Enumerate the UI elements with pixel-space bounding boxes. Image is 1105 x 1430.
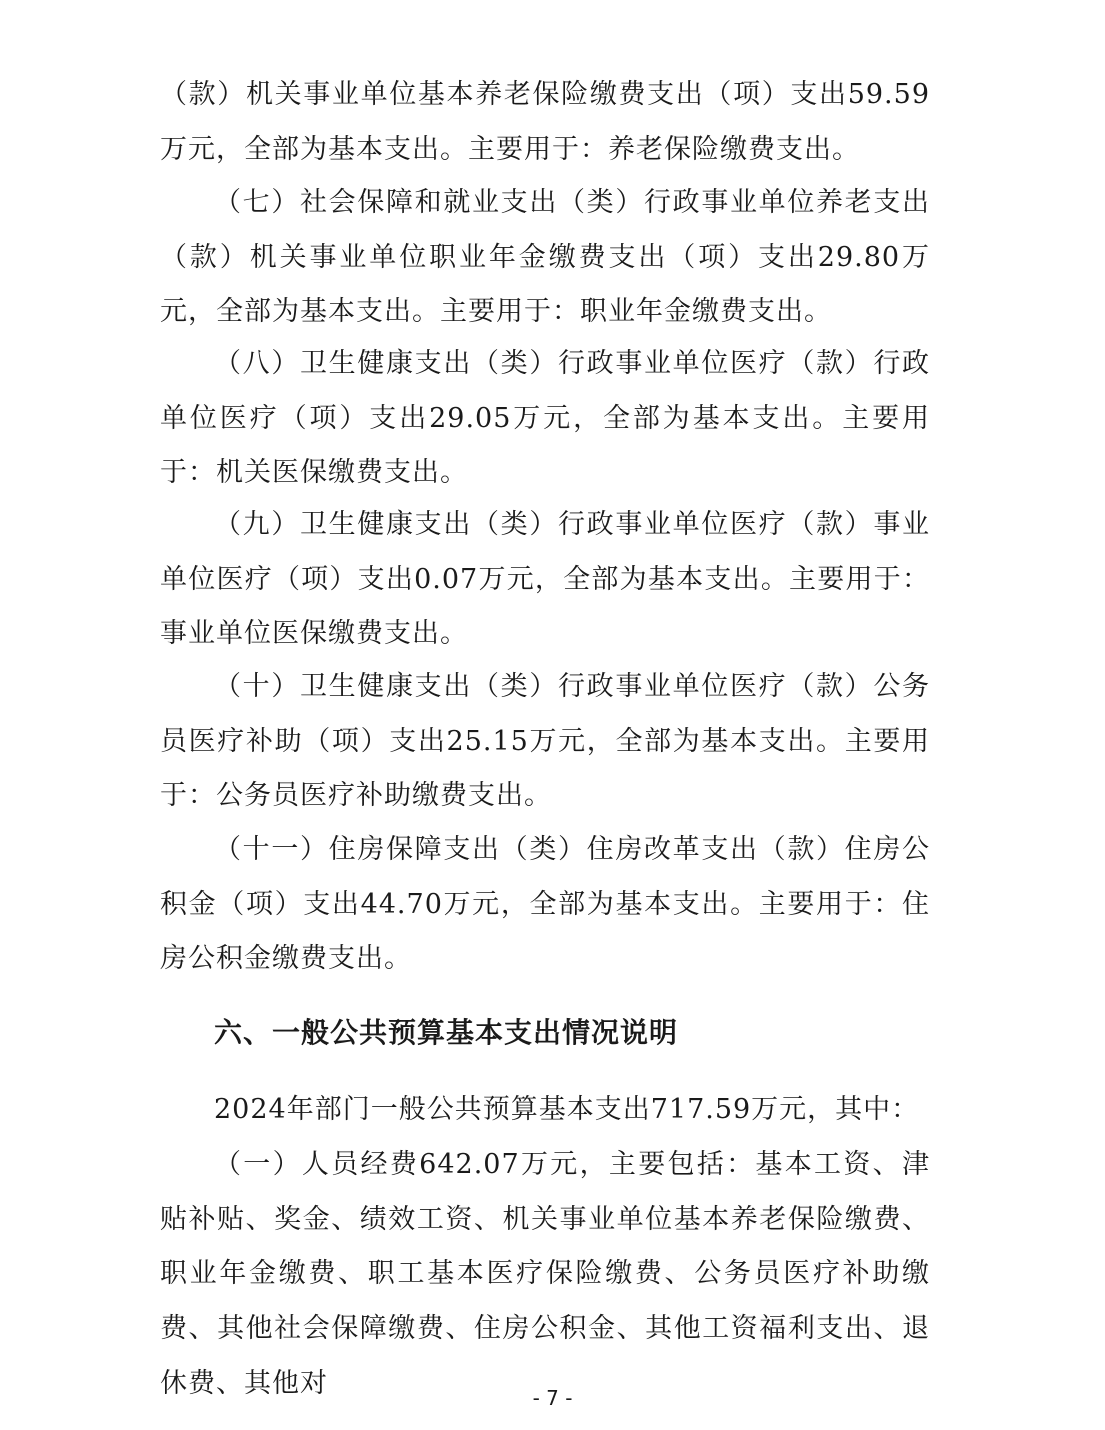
paragraph-administrative-medical: （八）卫生健康支出（类）行政事业单位医疗（款）行政单位医疗（项）支出29.05万元，全部为基本支出。主要用于：机关医保缴费支出。: [160, 348, 930, 489]
paragraph-housing-fund: （十一）住房保障支出（类）住房改革支出（款）住房公积金（项）支出44.70万元，全部为基本支出。主要用于：住房公积金缴费支出。: [160, 834, 930, 975]
section-heading: 六、一般公共预算基本支出情况说明: [214, 1016, 679, 1049]
paragraph-basic-expenditure-total: 2024年部门一般公共预算基本支出717.59万元，其中：: [214, 1094, 920, 1125]
paragraph-personnel-expenses: （一）人员经费642.07万元，主要包括：基本工资、津贴补贴、奖金、绩效工资、机关事业单位基本养老保险缴费、职业年金缴费、职工基本医疗保险缴费、公务员医疗补助缴费、其他社会保障缴费、住房公积金、其他工资福利支出、退休费、其他对: [160, 1149, 930, 1399]
paragraph-pension-insurance: （款）机关事业单位基本养老保险缴费支出（项）支出59.59万元，全部为基本支出。主要用于：养老保险缴费支出。: [160, 79, 930, 165]
paragraph-civil-servant-medical-subsidy: （十）卫生健康支出（类）行政事业单位医疗（款）公务员医疗补助（项）支出25.15万元，全部为基本支出。主要用于：公务员医疗补助缴费支出。: [160, 671, 930, 812]
page-number: - 7 -: [532, 1386, 573, 1410]
paragraph-occupational-annuity: （七）社会保障和就业支出（类）行政事业单位养老支出（款）机关事业单位职业年金缴费支出（项）支出29.80万元，全部为基本支出。主要用于：职业年金缴费支出。: [160, 187, 930, 328]
paragraph-institution-medical: （九）卫生健康支出（类）行政事业单位医疗（款）事业单位医疗（项）支出0.07万元，全部为基本支出。主要用于：事业单位医保缴费支出。: [160, 509, 930, 650]
